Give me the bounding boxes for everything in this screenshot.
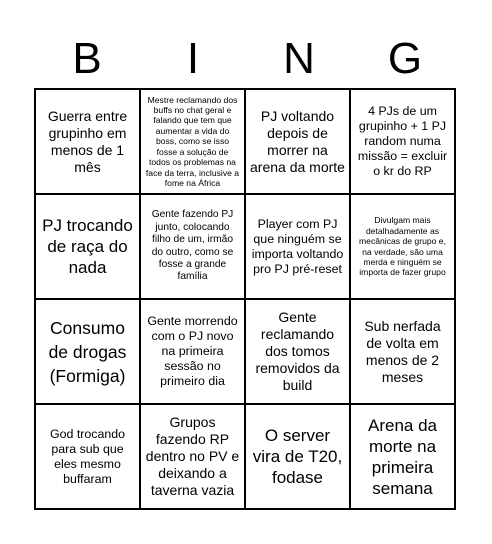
cell-text: Grupos fazendo RP dentro no PV e deixando a taverna vazia bbox=[145, 414, 240, 498]
bingo-cell[interactable] bbox=[350, 89, 455, 194]
cell-text: Gente reclamando dos tomos removidos da build bbox=[255, 309, 340, 393]
cell-text: PJ trocando de raça do nada bbox=[42, 216, 133, 277]
cell-text: 4 PJs de um grupinho + 1 PJ random numa missão = excluir o kr do RP bbox=[357, 104, 448, 178]
cell-text: Player com PJ que ninguém se importa voltando pro PJ pré-reset bbox=[251, 216, 344, 276]
bingo-cell[interactable] bbox=[245, 89, 350, 194]
bingo-cell[interactable] bbox=[140, 404, 245, 509]
bingo-cell[interactable] bbox=[140, 194, 245, 299]
cell-text: PJ voltando depois de morrer na arena da morte bbox=[250, 107, 345, 175]
bingo-grid bbox=[34, 88, 456, 510]
bingo-cell[interactable] bbox=[245, 404, 350, 509]
header-letter-b: B bbox=[72, 34, 102, 83]
cell-text: Guerra entre grupinho em menos de 1 mês bbox=[47, 107, 128, 175]
bingo-cell[interactable] bbox=[245, 299, 350, 404]
bingo-cell[interactable] bbox=[35, 194, 140, 299]
cell-text: Sub nerfada de volta em menos de 2 meses bbox=[364, 317, 441, 385]
cell-text: Gente morrendo com o PJ novo na primeira sessão no primeiro dia bbox=[147, 314, 238, 388]
header-letter-n: N bbox=[283, 34, 315, 83]
header-letter-i: I bbox=[186, 34, 200, 83]
bingo-cell[interactable] bbox=[350, 299, 455, 404]
cell-text: Divulgam mais detalhadamente as mecânicas de grupo e, na verdade, são uma merda e ninguém se importa de fazer grupo bbox=[359, 215, 446, 278]
cell-text: Gente fazendo PJ junto, colocando filho de um, irmão do outro, como se fosse a grande família bbox=[151, 209, 234, 283]
bingo-cell[interactable] bbox=[35, 404, 140, 509]
cell-text: Consumo de drogas (Formiga) bbox=[48, 317, 127, 386]
cell-text: Arena da morte na primeira semana bbox=[368, 415, 437, 498]
cell-text: God trocando para sub que eles mesmo buffaram bbox=[49, 426, 126, 486]
bingo-cell[interactable] bbox=[245, 194, 350, 299]
cell-text: O server vira de T20, fodase bbox=[252, 426, 343, 487]
bingo-header bbox=[34, 28, 458, 90]
bingo-cell[interactable] bbox=[350, 194, 455, 299]
bingo-cell[interactable] bbox=[350, 404, 455, 509]
cell-text: Mestre reclamando dos buffs no chat geral e falando que tem que aumentar a vida do boss, como se isso fosse a solução de todos os problemas na face da terra, inclusive a fome na África bbox=[145, 94, 240, 188]
bingo-cell[interactable] bbox=[140, 89, 245, 194]
bingo-cell[interactable] bbox=[35, 89, 140, 194]
header-letter-g: G bbox=[387, 34, 423, 83]
bingo-cell[interactable] bbox=[35, 299, 140, 404]
bingo-cell[interactable] bbox=[140, 299, 245, 404]
